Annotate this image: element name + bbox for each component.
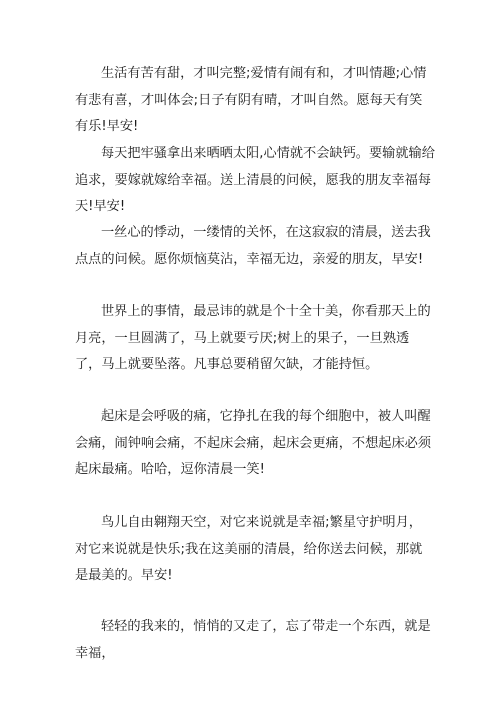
paragraph-6: 鸟儿自由翱翔天空，对它来说就是幸福;繁星守护明月，对它来说就是快乐;我在这美丽的清晨，给你送去问候，那就是最美的。早安! bbox=[75, 515, 423, 583]
paragraph-4: 世界上的事情，最忌讳的就是个十全十美，你看那天上的月亮，一旦圆满了，马上就要亏厌;树上的果子，一旦熟透了，马上就要坠落。凡事总要稍留欠缺，才能持恒。 bbox=[75, 304, 431, 372]
paragraph-3: 一丝心的悸动，一缕情的关怀，在这寂寂的清晨，送去我点点的问候。愿你烦恼莫沾，幸福无边，亲爱的朋友，早安! bbox=[75, 225, 431, 267]
paragraph-5: 起床是会呼吸的痛，它挣扎在我的每个细胞中，被人叫醒会痛，闹钟响会痛，不起床会痛，起床会更痛，不想起床必须起床最痛。哈哈，逗你清晨一笑! bbox=[75, 409, 432, 477]
paragraph-2: 每天把牢骚拿出来晒晒太阳,心情就不会缺钙。要输就输给追求，要嫁就嫁给幸福。送上清晨的问候，愿我的朋友幸福每天!早安! bbox=[75, 146, 435, 214]
paragraph-1: 生活有苦有甜，才叫完整;爱情有闹有和，才叫情趣;心情有悲有喜，才叫体会;日子有阴有晴，才叫自然。愿每天有笑有乐!早安! bbox=[75, 66, 427, 134]
paragraph-7: 轻轻的我来的，悄悄的又走了，忘了带走一个东西，就是幸福， bbox=[75, 619, 431, 661]
